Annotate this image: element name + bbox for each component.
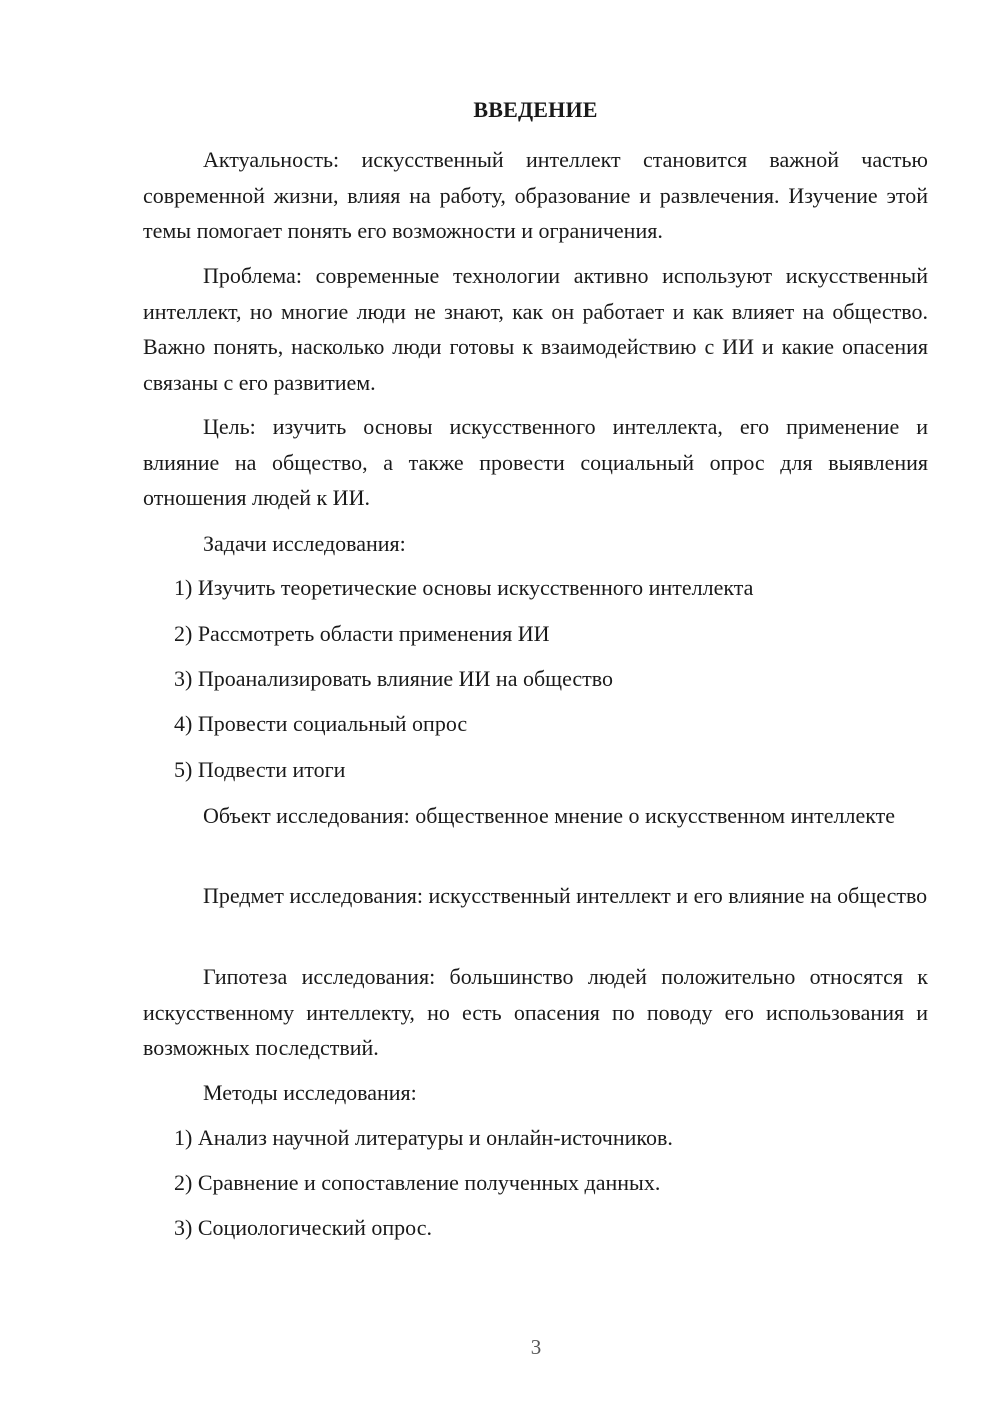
task-item-3: 3) Проанализировать влияние ИИ на общество bbox=[174, 666, 614, 691]
task-item-1: 1) Изучить теоретические основы искусственного интеллекта bbox=[174, 575, 754, 600]
problem-paragraph: Проблема: современные технологии активно используют искусственный интеллект, но многие люди не знают, как он работает и как влияет на общество. Важно понять, насколько люди готовы к взаимодействию с ИИ и какие опасения связаны с его развитием. bbox=[143, 263, 928, 395]
goal-paragraph: Цель: изучить основы искусственного интеллекта, его применение и влияние на общество, а также провести социальный опрос для выявления отношения людей к ИИ. bbox=[143, 414, 928, 510]
hypothesis-paragraph: Гипотеза исследования: большинство людей положительно относятся к искусственному интеллекту, но есть опасения по поводу его использования и возможных последствий. bbox=[143, 964, 928, 1060]
task-item-2: 2) Рассмотреть области применения ИИ bbox=[174, 621, 550, 646]
page-number: 3 bbox=[530, 1335, 542, 1359]
tasks-title: Задачи исследования: bbox=[203, 531, 406, 556]
subject-paragraph: Предмет исследования: искусственный интеллект и его влияние на общество bbox=[203, 883, 928, 908]
object-paragraph: Объект исследования: общественное мнение о искусственном интеллекте bbox=[203, 803, 896, 828]
method-item-3: 3) Социологический опрос. bbox=[174, 1215, 432, 1240]
method-item-2: 2) Сравнение и сопоставление полученных данных. bbox=[174, 1170, 661, 1195]
task-item-5: 5) Подвести итоги bbox=[174, 757, 346, 782]
methods-title: Методы исследования: bbox=[203, 1080, 417, 1105]
method-item-1: 1) Анализ научной литературы и онлайн-источников. bbox=[174, 1125, 673, 1150]
task-item-4: 4) Провести социальный опрос bbox=[174, 711, 468, 736]
relevance-paragraph: Актуальность: искусственный интеллект становится важной частью современной жизни, влияя на работу, образование и развлечения. Изучение этой темы помогает понять его возможности и ограничения. bbox=[143, 147, 928, 243]
page-title: ВВЕДЕНИЕ bbox=[473, 97, 598, 122]
